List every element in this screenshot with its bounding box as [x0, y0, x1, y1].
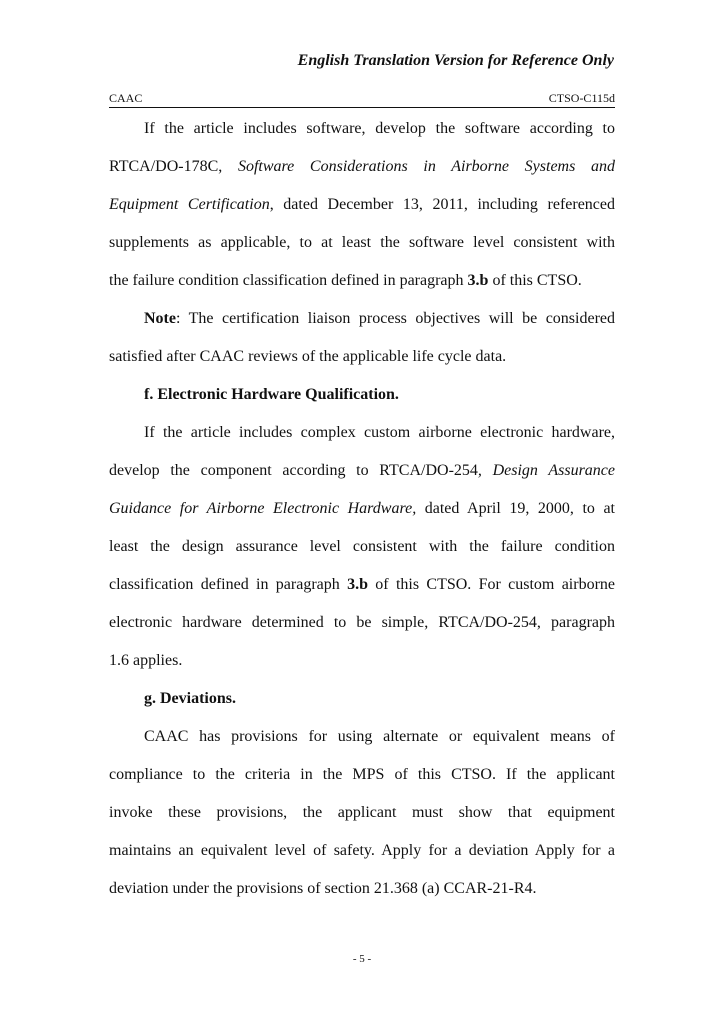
paragraph-line: develop the component according to RTCA/DO-254, Design Assurance — [109, 462, 615, 479]
paragraph-line: the failure condition classification defined in paragraph 3.b of this CTSO. — [109, 272, 582, 289]
header-document-id: CTSO-C115d — [548, 91, 615, 105]
paragraph-line: invoke these provisions, the applicant must show that equipment — [109, 804, 615, 821]
paragraph-line: 1.6 applies. — [109, 652, 183, 669]
paragraph-line: RTCA/DO-178C, Software Considerations in Airborne Systems and — [109, 158, 615, 175]
document-body — [109, 110, 615, 908]
paragraph-line: Equipment Certification, dated December 13, 2011, including referenced — [109, 196, 615, 213]
running-header — [109, 92, 615, 108]
paragraph-line: least the design assurance level consistent with the failure condition — [109, 538, 615, 555]
paragraph-line: If the article includes software, develop the software according to — [144, 120, 615, 137]
page-number: - 5 - — [352, 953, 372, 965]
translation-banner: English Translation Version for Reference Only — [297, 52, 614, 69]
paragraph-line: If the article includes complex custom airborne electronic hardware, — [144, 424, 615, 441]
paragraph-line: classification defined in paragraph 3.b of this CTSO. For custom airborne — [109, 576, 615, 593]
section-heading-g: g. Deviations. — [144, 690, 236, 707]
paragraph-line: Guidance for Airborne Electronic Hardware, dated April 19, 2000, to at — [109, 500, 615, 517]
paragraph-line: CAAC has provisions for using alternate or equivalent means of — [144, 728, 615, 745]
paragraph-line: compliance to the criteria in the MPS of this CTSO. If the applicant — [109, 766, 615, 783]
paragraph-line: maintains an equivalent level of safety. Apply for a deviation Apply for a — [109, 842, 615, 859]
header-organization: CAAC — [109, 91, 143, 105]
paragraph-line: electronic hardware determined to be simple, RTCA/DO-254, paragraph — [109, 614, 615, 631]
note-line: satisfied after CAAC reviews of the applicable life cycle data. — [109, 348, 507, 365]
paragraph-line: supplements as applicable, to at least the software level consistent with — [109, 234, 615, 251]
section-heading-f: f. Electronic Hardware Qualification. — [144, 386, 399, 403]
note-line: Note: The certification liaison process objectives will be considered — [144, 310, 615, 327]
paragraph-line: deviation under the provisions of section 21.368 (a) CCAR-21-R4. — [109, 880, 537, 897]
note-label: Note — [144, 310, 176, 327]
